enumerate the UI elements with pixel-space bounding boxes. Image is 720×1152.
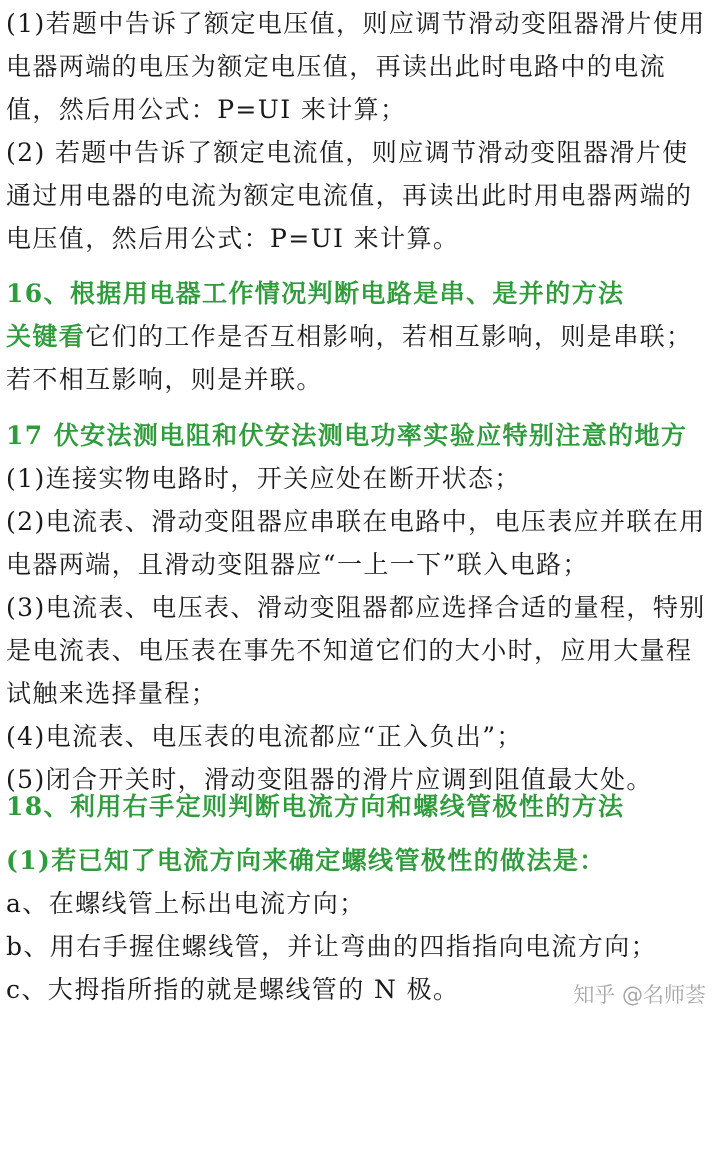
- text-line: 试触来选择量程；: [6, 679, 218, 708]
- section-heading-17: 17 伏安法测电阻和伏安法测电功率实验应特别注意的地方: [6, 421, 688, 450]
- text-line: 值，然后用公式：P=UI 来计算；: [6, 95, 407, 124]
- text-line: 电器两端的电压为额定电压值，再读出此时电路中的电流: [6, 52, 667, 81]
- text-line: c、大拇指所指的就是螺线管的 N 极。: [6, 975, 460, 1004]
- section-heading-16: 16、根据用电器工作情况判断电路是串、是并的方法: [6, 279, 625, 308]
- text-line: 通过用电器的电流为额定电流值，再读出此时用电器两端的: [6, 181, 693, 210]
- text-line: (2) 若题中告诉了额定电流值，则应调节滑动变阻器滑片使: [6, 138, 689, 167]
- text-line: (1)若题中告诉了额定电压值，则应调节滑动变阻器滑片使用: [6, 9, 706, 38]
- text-line: a、在螺线管上标出电流方向；: [6, 889, 366, 918]
- watermark-text: 知乎 @名师荟: [573, 983, 706, 1007]
- subheading: (1)若已知了电流方向来确定螺线管极性的做法是：: [6, 846, 606, 875]
- text-line: (5)闭合开关时，滑动变阻器的滑片应调到阻值最大处。: [6, 765, 653, 794]
- text-line: (2)电流表、滑动变阻器应串联在电路中，电压表应并联在用: [6, 507, 706, 536]
- text-line: (1)连接实物电路时，开关应处在断开状态；: [6, 464, 521, 493]
- text-line: 若不相互影响，则是并联。: [6, 365, 323, 394]
- text-line: (3)电流表、电压表、滑动变阻器都应选择合适的量程，特别: [6, 593, 706, 622]
- text-line: 是电流表、电压表在事先不知道它们的大小时，应用大量程: [6, 636, 693, 665]
- text-line: (4)电流表、电压表的电流都应“正入负出”；: [6, 722, 523, 751]
- text-line: 电压值，然后用公式：P=UI 来计算。: [6, 224, 460, 253]
- unused: [6, 1106, 714, 1152]
- section-heading-18: 18、利用右手定则判断电流方向和螺线管极性的方法: [6, 792, 625, 821]
- key-phrase: 关键看: [6, 322, 86, 351]
- text-line: b、用右手握住螺线管，并让弯曲的四指指向电流方向；: [6, 932, 658, 961]
- text-line: 关键看它们的工作是否互相影响，若相互影响，则是串联；: [6, 322, 693, 351]
- text-line: 电器两端，且滑动变阻器应“一上一下”联入电路；: [6, 550, 589, 579]
